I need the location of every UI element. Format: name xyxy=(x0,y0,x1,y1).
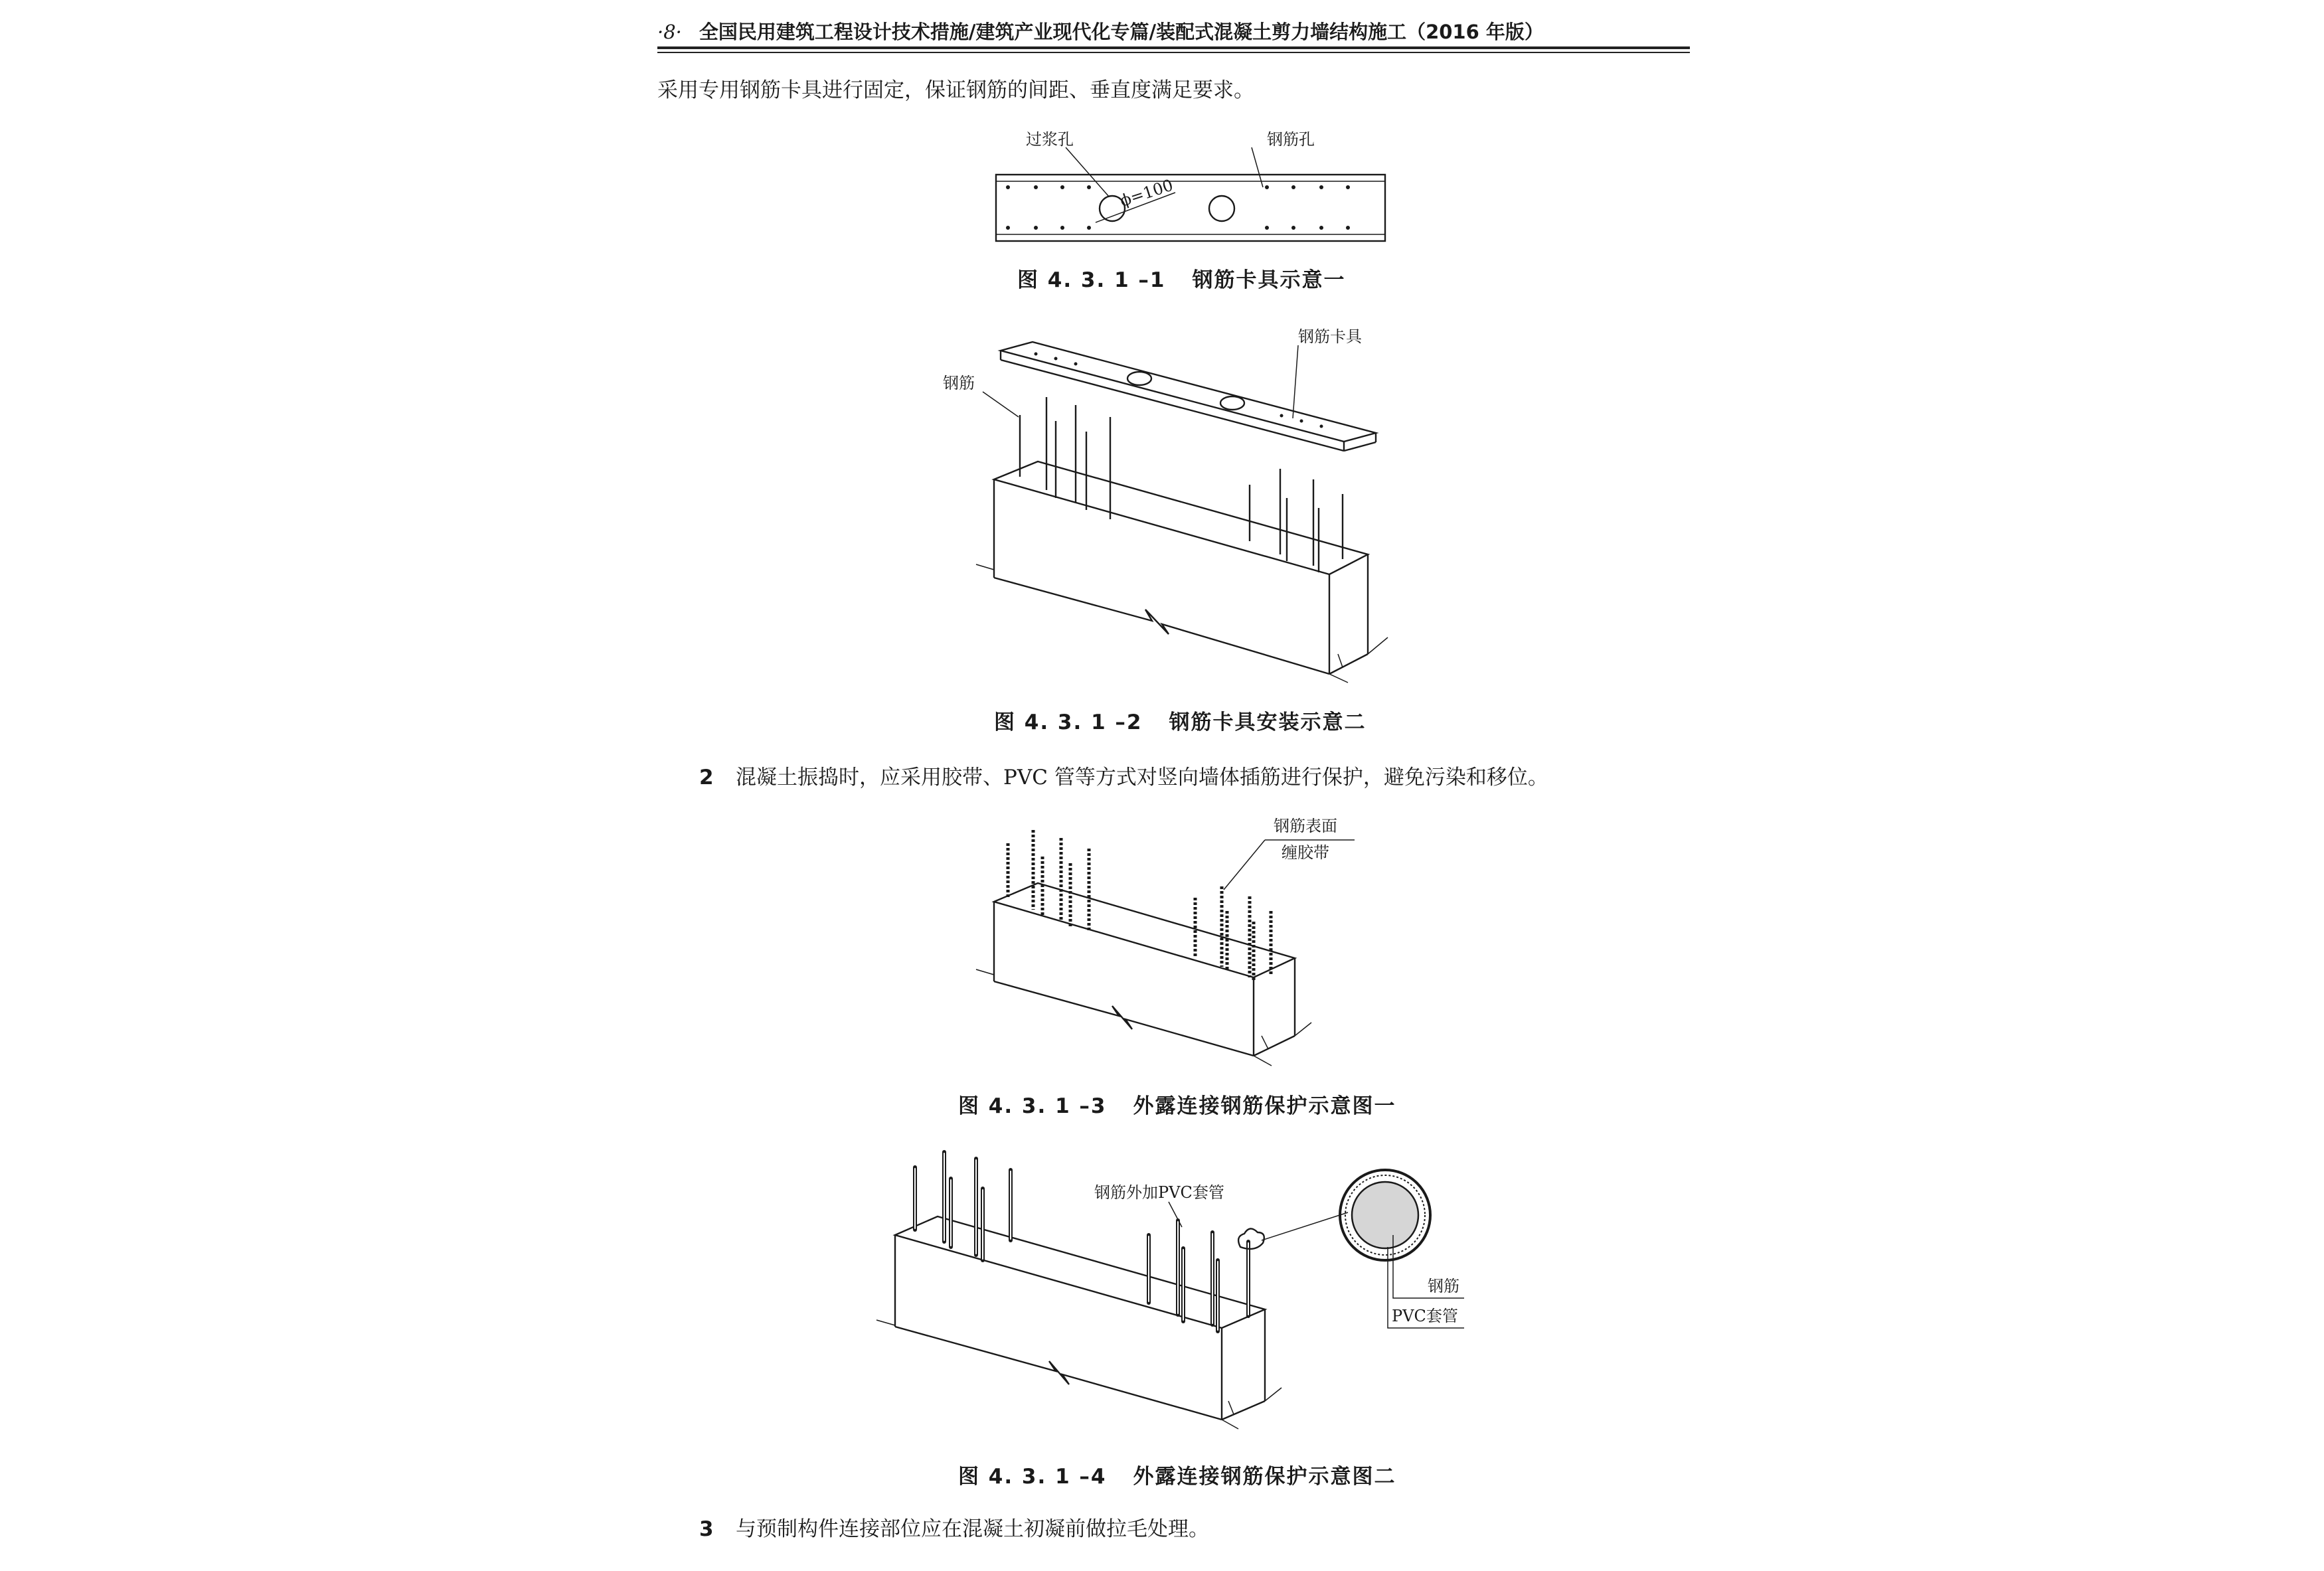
item2-text: 混凝土振捣时，应采用胶带、PVC 管等方式对竖向墙体插筋进行保护，避免污染和移位。 xyxy=(736,766,1548,789)
rebar-hole-label: 钢筋孔 xyxy=(1267,130,1315,149)
intro-paragraph: 采用专用钢筋卡具进行固定，保证钢筋的间距、垂直度满足要求。 xyxy=(657,78,1254,102)
figure2-caption xyxy=(994,705,1367,735)
rebar-label: 钢筋 xyxy=(943,374,975,392)
grout-hole-2 xyxy=(1209,196,1234,221)
tape-label-line2: 缠胶带 xyxy=(1282,843,1329,862)
tape-label-line1: 钢筋表面 xyxy=(1274,817,1337,835)
page-number: ·8· xyxy=(657,21,682,43)
sleeve-label: 钢筋外加PVC套管 xyxy=(1094,1183,1224,1202)
figure4-caption xyxy=(958,1459,1396,1489)
pvc-sleeve-protection xyxy=(876,1152,1464,1429)
taped-rebar-protection xyxy=(976,817,1355,1066)
item2-paragraph xyxy=(699,760,1548,790)
fixture-installation xyxy=(943,327,1388,683)
item2-number: 2 xyxy=(699,766,714,789)
rebar-holes xyxy=(1006,185,1350,230)
fixture-label: 钢筋卡具 xyxy=(1298,327,1362,346)
item3-number: 3 xyxy=(699,1517,714,1541)
figure4-caption-number: 图 4. 3. 1 –4 xyxy=(958,1465,1107,1489)
figure2-caption-title: 钢筋卡具安装示意二 xyxy=(1169,710,1367,734)
detail-pvc-label: PVC套管 xyxy=(1392,1307,1458,1325)
figure1-caption-number: 图 4. 3. 1 –1 xyxy=(1017,268,1166,292)
diameter-label: ϕ=100 xyxy=(1118,175,1176,210)
figure2-caption-number: 图 4. 3. 1 –2 xyxy=(994,710,1143,734)
figure1-caption xyxy=(1017,263,1346,293)
item3-text: 与预制构件连接部位应在混凝土初凝前做拉毛处理。 xyxy=(736,1517,1209,1541)
item3-paragraph xyxy=(699,1512,1209,1542)
grout-hole-label: 过浆孔 xyxy=(1026,130,1074,149)
detail-rebar-label: 钢筋 xyxy=(1428,1277,1459,1295)
fixture-plate-plan xyxy=(996,130,1385,241)
figure3-caption xyxy=(958,1089,1396,1119)
figure3-caption-title: 外露连接钢筋保护示意图一 xyxy=(1133,1094,1396,1118)
figure1-caption-title: 钢筋卡具示意一 xyxy=(1192,268,1346,292)
figure3-caption-number: 图 4. 3. 1 –3 xyxy=(958,1094,1107,1118)
header-title: 全国民用建筑工程设计技术措施/建筑产业现代化专篇/装配式混凝土剪力墙结构施工（2016 年版） xyxy=(699,21,1544,43)
figure4-caption-title: 外露连接钢筋保护示意图二 xyxy=(1133,1465,1396,1489)
